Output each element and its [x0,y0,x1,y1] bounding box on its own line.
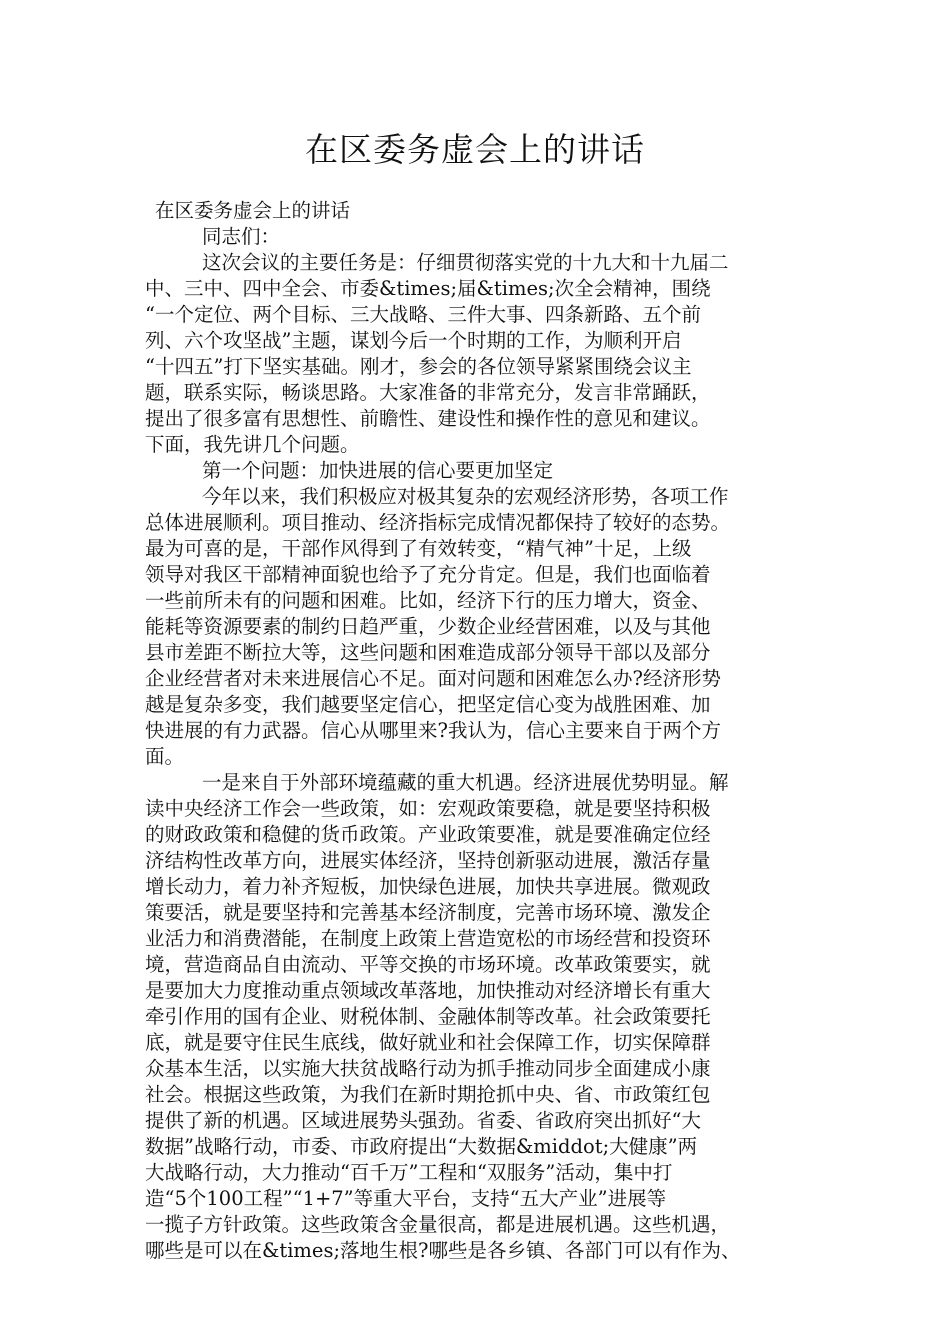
text-line: 境，营造商品自由流动、平等交换的市场环境。改革政策要实，就 [145,953,711,976]
text-line: 中、三中、四中全会、市委&times;届&times;次全会精神，围绕 [145,277,711,300]
subtitle: 在区委务虚会上的讲话 [155,199,351,222]
text-line: 济结构性改革方向，进展实体经济，坚持创新驱动进展，激活存量 [145,849,711,872]
text-line: 众基本生活，以实施大扶贫战略行动为抓手推动同步全面建成小康 [145,1057,711,1080]
text-line: 哪些是可以在&times;落地生根?哪些是各乡镇、各部门可以有作为、 [145,1239,741,1262]
text-line: 大战略行动，大力推动“百千万”工程和“双服务”活动，集中打 [145,1161,673,1184]
text-line: 造“5个100工程”“1+7”等重大平台，支持“五大产业”进展等 [145,1187,667,1210]
text-line: 读中央经济工作会一些政策，如：宏观政策要稳，就是要坚持积极 [145,797,711,820]
text-line: 一是来自于外部环境蕴藏的重大机遇。经济进展优势明显。解 [202,771,729,794]
text-line: 县市差距不断拉大等，这些问题和困难造成部分领导干部以及部分 [145,641,711,664]
text-line: 一揽子方针政策。这些政策含金量很高，都是进展机遇。这些机遇， [145,1213,731,1236]
text-line: 牵引作用的国有企业、财税体制、金融体制等改革。社会政策要托 [145,1005,711,1028]
section-heading-1 [145,458,825,484]
text-line: 的财政政策和稳健的货币政策。产业政策要准，就是要准确定位经 [145,823,711,846]
document-title: 在区委务虚会上的讲话 [305,130,645,169]
text-line: 提出了很多富有思想性、前瞻性、建设性和操作性的意见和建议。 [145,407,711,430]
text-line: 今年以来，我们积极应对极其复杂的宏观经济形势，各项工作 [202,485,729,508]
text-line: 能耗等资源要素的制约日趋严重，少数企业经营困难，以及与其他 [145,615,711,638]
text-line: 社会。根据这些政策，为我们在新时期抢抓中央、省、市政策红包 [145,1083,711,1106]
text-line: 越是复杂多变，我们越要坚定信心，把坚定信心变为战胜困难、加 [145,693,711,716]
text-line: 领导对我区干部精神面貌也给予了充分肯定。但是，我们也面临着 [145,563,711,586]
text-line: 策要活，就是要坚持和完善基本经济制度，完善市场环境、激发企 [145,901,711,924]
text-line: 企业经营者对未来进展信心不足。面对问题和困难怎么办?经济形势 [145,667,721,690]
section-heading: 第一个问题：加快进展的信心要更加坚定 [202,459,554,482]
text-line: 提供了新的机遇。区域进展势头强劲。省委、省政府突出抓好“大 [145,1109,701,1132]
text-line: 是要加大力度推动重点领域改革落地，加快推动对经济增长有重大 [145,979,711,1002]
text-line: 底，就是要守住民生底线，做好就业和社会保障工作，切实保障群 [145,1031,711,1054]
paragraph-intro [145,250,825,458]
text-line: 增长动力，着力补齐短板，加快绿色进展，加快共享进展。微观政 [145,875,711,898]
text-line: 这次会议的主要任务是：仔细贯彻落实党的十九大和十九届二 [202,251,729,274]
text-line: 业活力和消费潜能，在制度上政策上营造宽松的市场经营和投资环 [145,927,711,950]
text-line: 最为可喜的是，干部作风得到了有效转变，“精气神”十足，上级 [145,537,692,560]
paragraph-situation [145,484,825,770]
greeting: 同志们： [202,225,281,248]
text-line: 总体进展顺利。项目推动、经济指标完成情况都保持了较好的态势。 [145,511,731,534]
text-line: 列、六个攻坚战”主题，谋划今后一个时期的工作，为顺利开启 [145,329,682,352]
paragraph-opportunities [145,770,825,1264]
text-line: 下面，我先讲几个问题。 [145,433,360,456]
text-line: “十四五”打下坚实基础。刚才，参会的各位领导紧紧围绕会议主 [145,355,692,378]
text-line: “一个定位、两个目标、三大战略、三件大事、四条新路、五个前 [145,303,701,326]
text-line: 一些前所未有的问题和困难。比如，经济下行的压力增大，资金、 [145,589,711,612]
text-line: 快进展的有力武器。信心从哪里来?我认为，信心主要来自于两个方 [145,719,721,742]
document-body [145,198,825,1264]
text-line: 面。 [145,745,185,768]
text-line: 题，联系实际，畅谈思路。大家准备的非常充分，发言非常踊跃， [145,381,711,404]
text-line: 数据”战略行动，市委、市政府提出“大数据&middot;大健康”两 [145,1135,698,1158]
